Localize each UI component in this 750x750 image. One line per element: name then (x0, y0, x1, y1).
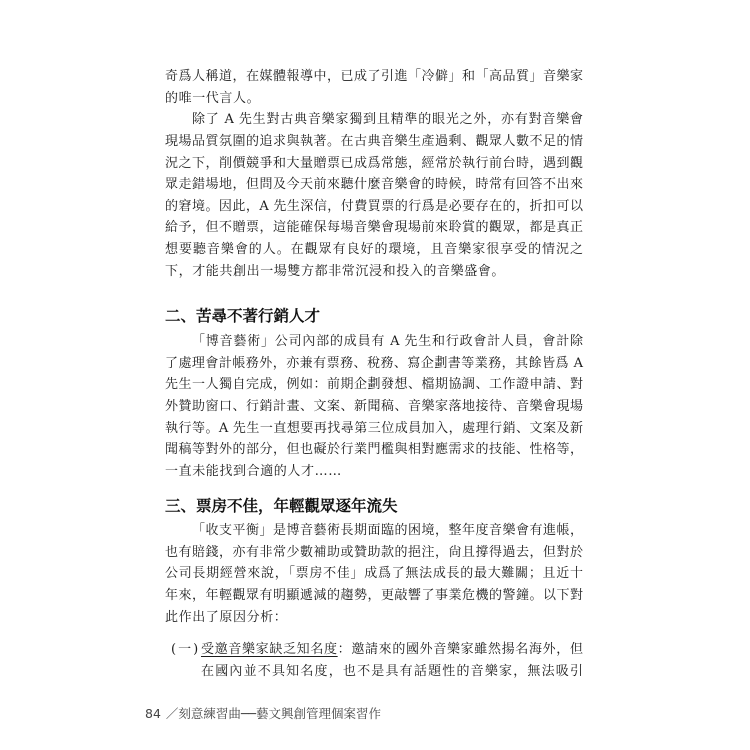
list-item-marker: (一) (171, 642, 201, 658)
section-heading-2: 二、苦尋不著行銷人才 (165, 306, 321, 325)
body-text-line: 除了 A 先生對古典音樂家獨到且精準的眼光之外，亦有對音樂會 (192, 112, 583, 128)
body-text-line: 聞稿等對外的部分，但也礙於行業門檻與相對應需求的技能、性格等， (165, 442, 583, 458)
list-item-line (201, 639, 583, 661)
section-heading-3: 三、票房不佳，年輕觀眾逐年流失 (165, 496, 398, 515)
body-text-line: 下，才能共創出一場雙方都非常沉浸和投入的音樂盛會。 (165, 263, 506, 279)
body-text-line: 一直未能找到合適的人才…… (165, 463, 342, 479)
body-text-line: 的窘境。因此，A 先生深信，付費買票的行爲是必要存在的，折扣可以 (165, 198, 583, 214)
body-text-line: 的唯一代言人。 (165, 90, 261, 106)
body-text-line: 先生一人獨自完成，例如：前期企劃發想、檔期協調、工作證申請、對 (165, 377, 583, 393)
body-text-line: 奇爲人稱道，在媒體報導中，已成了引進「冷僻」和「高品質」音樂家 (165, 69, 583, 85)
body-text-line: 給予，但不贈票，這能確保每場音樂會現場前來聆賞的觀眾，都是真正 (165, 220, 583, 236)
body-text-line: 外贊助窗口、行銷計畫、文案、新聞稿、音樂家落地接待、音樂會現場 (165, 398, 583, 414)
paragraph-section-2 (165, 331, 583, 482)
body-text-line: 此作出了原因分析： (165, 609, 288, 625)
body-text-line: 想要聽音樂會的人。在觀眾有良好的環境，且音樂家很享受的情況之 (165, 241, 583, 257)
running-title: ／刻意練習曲──藝文興創管理個案習作 (165, 706, 381, 721)
body-text-line: 現場品質氛圍的追求與執著。在古典音樂生產過剩、觀眾人數不足的情 (165, 133, 583, 149)
body-text-line: 年來，年輕觀眾有明顯遞減的趨勢，更敲響了事業危機的警鐘。以下對 (165, 587, 583, 603)
list-item-term: 受邀音樂家缺乏知名度 (201, 642, 338, 658)
body-text-line: 公司長期經營來說，「票房不佳」成爲了無法成長的最大難關；且近十 (165, 566, 583, 582)
paragraph-continuation (165, 66, 583, 109)
list-item (201, 639, 583, 682)
running-footer (145, 705, 381, 723)
list-item-text: ：邀請來的國外音樂家雖然揚名海外，但 (337, 642, 583, 658)
body-text-line: 「收支平衡」是博音藝術長期面臨的困境，整年度音樂會有進帳， (192, 523, 583, 539)
paragraph-section-3 (165, 520, 583, 628)
body-text-line: 了處理會計帳務外，亦兼有票務、稅務、寫企劃書等業務，其餘皆爲 A (165, 355, 583, 371)
body-text-line: 執行等。A 先生一直想要再找尋第三位成員加入，處理行銷、文案及新 (165, 420, 583, 436)
list-item-line: 在國內並不具知名度，也不是具有話題性的音樂家，無法吸引 (201, 663, 583, 679)
body-text-line: 眾走錯場地，但問及今天前來聽什麼音樂會的時候，時常有回答不出來 (165, 177, 583, 193)
paragraph-concert-quality (165, 109, 583, 282)
body-text-line: 況之下，削價競爭和大量贈票已成爲常態，經常於執行前台時，遇到觀 (165, 155, 583, 171)
page-number: 84 (145, 706, 161, 721)
body-text-line: 也有賠錢，亦有非常少數補助或贊助款的挹注，尙且撐得過去，但對於 (165, 544, 583, 560)
body-text-line: 「博音藝術」公司內部的成員有 A 先生和行政會計人員，會計除 (192, 334, 583, 350)
